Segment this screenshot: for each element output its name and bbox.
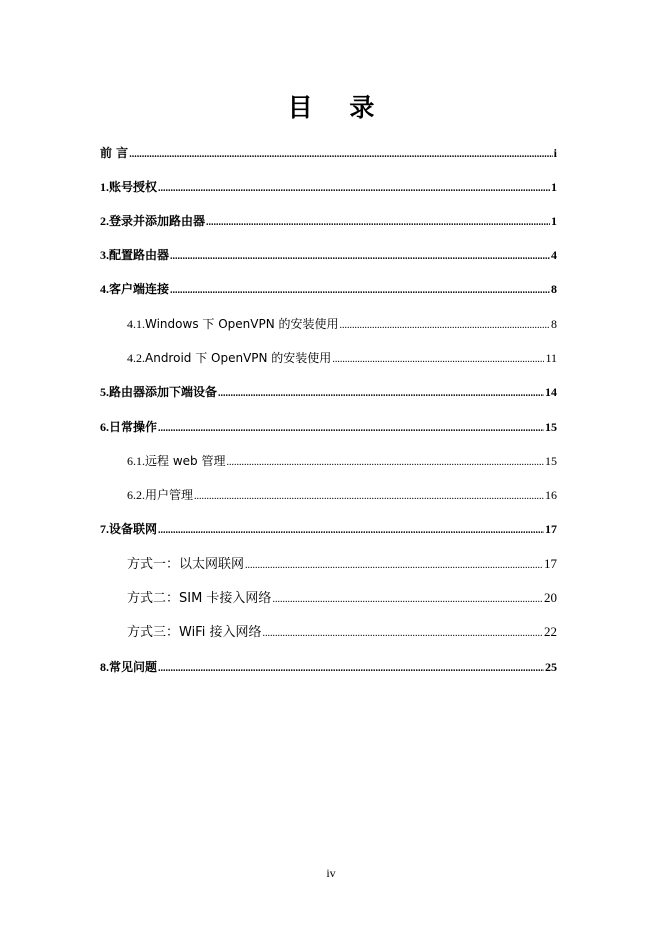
toc-entry-label: 方式三：WiFi 接入网络 (127, 625, 262, 640)
toc-entry-number: 4.1. (127, 317, 145, 331)
dot-leader (170, 246, 550, 264)
toc-entry-page: 17 (545, 522, 557, 536)
toc-entry-number: 3. (100, 248, 109, 262)
toc-entry-7[interactable] (100, 520, 557, 538)
dot-leader (194, 486, 544, 504)
toc-entry-page: 8 (551, 317, 557, 331)
toc-entry-number: 4.2. (127, 351, 145, 365)
toc-entry-page: 20 (544, 590, 557, 605)
toc-entry-page: 22 (544, 624, 557, 639)
toc-entry-number: 6. (100, 420, 109, 434)
toc-entry-3[interactable] (100, 246, 557, 264)
dot-leader (245, 555, 543, 573)
dot-leader (218, 383, 544, 401)
toc-entry-page: 1 (551, 214, 557, 228)
dot-leader (339, 315, 550, 333)
toc-entry-page: 16 (545, 488, 557, 502)
toc-entry-page: i (553, 146, 557, 160)
dot-leader (129, 144, 552, 162)
toc-entry-page: 8 (551, 282, 557, 296)
toc-entry-number: 2. (100, 214, 109, 228)
toc-entry-label: 远程 web 管理 (145, 454, 226, 468)
toc-entry-number: 6.1. (127, 454, 145, 468)
toc-entry-label: 方式二：SIM 卡接入网络 (127, 591, 272, 606)
dot-leader (170, 280, 550, 298)
dot-leader (262, 623, 543, 641)
toc-entry-label: 方式一：以太网联网 (127, 557, 245, 572)
toc-entry-6[interactable] (100, 418, 557, 436)
toc-entry-number: 7. (100, 522, 109, 536)
toc-entry-8[interactable] (100, 658, 557, 676)
toc-entry-4-1[interactable] (127, 315, 557, 333)
toc-entry-2[interactable] (100, 212, 557, 230)
toc-entry-4[interactable] (100, 280, 557, 298)
toc-entry-page: 17 (544, 556, 557, 571)
toc-entry-7-method-2[interactable] (127, 589, 557, 607)
toc-entry-label: 配置路由器 (109, 248, 170, 262)
toc-entry-label: 设备联网 (109, 522, 158, 536)
toc-entry-page: 15 (545, 420, 557, 434)
toc-entry-number: 6.2. (127, 488, 145, 502)
toc-entry-number: 8. (100, 660, 109, 674)
toc-entry-label: 用户管理 (145, 488, 194, 502)
toc-entry-5[interactable] (100, 383, 557, 401)
dot-leader (158, 520, 544, 538)
toc-entry-1[interactable] (100, 178, 557, 196)
toc-entry-page: 14 (545, 385, 557, 399)
toc-entry-7-method-1[interactable] (127, 555, 557, 573)
toc-entry-page: 1 (551, 180, 557, 194)
dot-leader (332, 349, 544, 367)
toc-entry-label: 日常操作 (109, 420, 158, 434)
toc-entry-number: 4. (100, 282, 109, 296)
dot-leader (158, 658, 544, 676)
toc-entry-6-1[interactable] (127, 452, 557, 470)
toc-entry-page: 15 (545, 454, 557, 468)
toc-entry-number: 1. (100, 180, 109, 194)
toc-entry-page: 11 (545, 351, 557, 365)
toc-entry-label: 客户端连接 (109, 282, 170, 296)
toc-title: 目 录 (287, 93, 389, 122)
dot-leader (158, 418, 544, 436)
dot-leader (158, 178, 550, 196)
toc-entry-page: 4 (551, 248, 557, 262)
toc-entry-label: 登录并添加路由器 (109, 214, 206, 228)
toc-entry-page: 25 (545, 660, 557, 674)
dot-leader (226, 452, 544, 470)
toc-entry-label: 前 言 (100, 146, 129, 160)
dot-leader (206, 212, 550, 230)
toc-entry-label: Windows 下 OpenVPN 的安装使用 (145, 317, 339, 331)
toc-entry-label: 常见问题 (109, 660, 158, 674)
toc-entry-7-method-3[interactable] (127, 623, 557, 641)
toc-entry-label: 路由器添加下端设备 (109, 385, 218, 399)
toc-entry-4-2[interactable] (127, 349, 557, 367)
page-number: iv (326, 866, 336, 880)
toc-entry-6-2[interactable] (127, 486, 557, 504)
toc-entry-label: Android 下 OpenVPN 的安装使用 (145, 351, 332, 365)
dot-leader (272, 589, 543, 607)
toc-entry-label: 账号授权 (109, 180, 158, 194)
toc-entry-number: 5. (100, 385, 109, 399)
toc-entry-preface[interactable] (100, 144, 557, 162)
